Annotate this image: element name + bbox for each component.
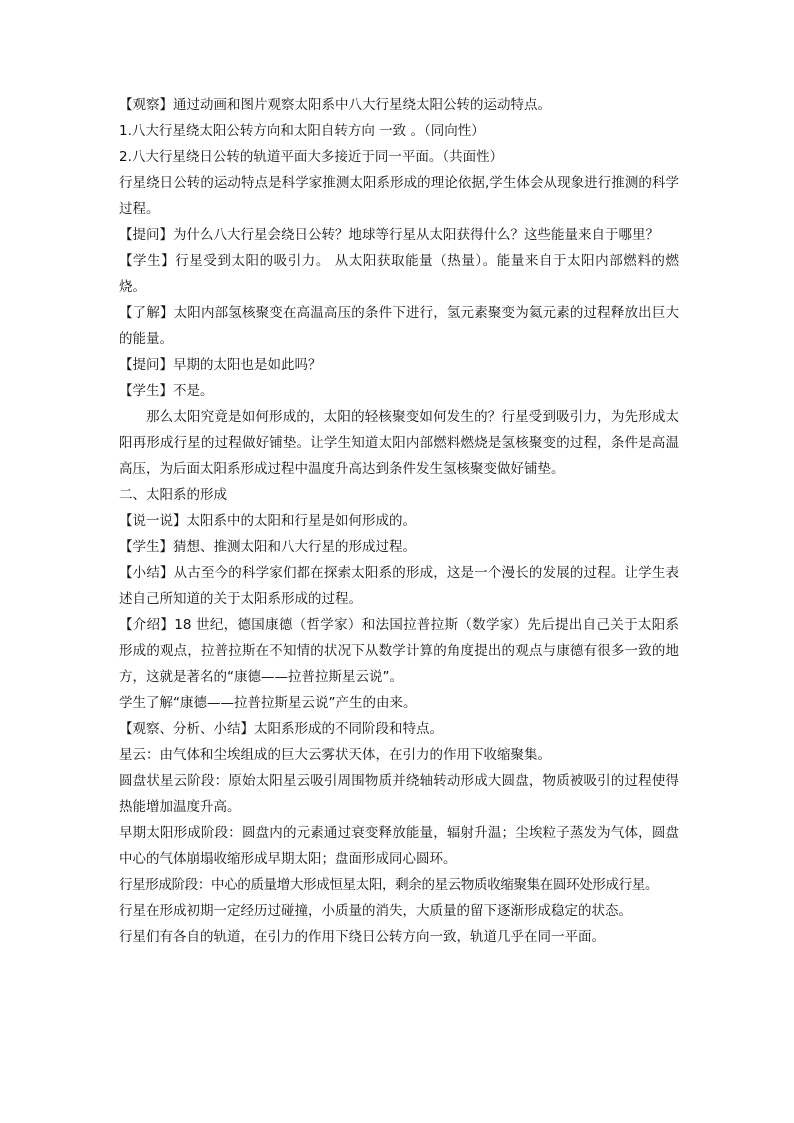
document-body [119,92,679,950]
coplanar-point: 2.八大行星绕日公转的轨道平面大多接近于同一平面。（共面性） [119,149,504,165]
analysis-heading-line: 【观察、分析、小结】太阳系形成的不同阶段和特点。 [119,721,443,737]
introduction-paragraph: 【介绍】18 世纪，德国康德（哲学家）和法国拉普拉斯（数学家）先后提出自己关于太阳系形成的观点，拉普拉斯在不知情的状况下从数学计算的角度提出的观点与康德有很多一致的地方，这就是著名的“康德——拉普拉斯星云说”。 [119,617,679,685]
student-answer-paragraph-2: 【学生】不是。 [119,383,214,399]
planet-formation-stage-line: 行星形成阶段：中心的质量增大形成恒星太阳，剩余的星云物质收缩聚集在圆环处形成行星。 [119,877,659,893]
same-direction-point: 1.八大行星绕太阳公转方向和太阳自转方向 一致 。（同向性） [119,123,485,139]
summary-paragraph: 【小结】从古至今的科学家们都在探索太阳系的形成，这是一个漫长的发展的过程。让学生表述自己所知道的关于太阳系形成的过程。 [119,565,679,607]
question-paragraph-1: 【提问】为什么八大行星会绕日公转？地球等行星从太阳获得什么？这些能量来自于哪里？ [119,227,659,243]
student-guess-line: 【学生】猜想、推测太阳和八大行星的形成过程。 [119,539,416,555]
discussion-prompt: 【说一说】太阳系中的太阳和行星是如何形成的。 [119,513,416,529]
student-answer-paragraph-1: 【学生】行星受到太阳的吸引力。 从太阳获取能量（热量）。能量来自于太阳内部燃料的燃烧。 [119,253,679,295]
section-heading-solar-system-formation: 二、太阳系的形成 [119,487,227,503]
planet-orbit-line: 行星们有各自的轨道，在引力的作用下绕日公转方向一致，轨道几乎在同一平面。 [119,929,605,945]
question-paragraph-2: 【提问】早期的太阳也是如此吗？ [119,357,322,373]
understand-paragraph: 【了解】太阳内部氢核聚变在高温高压的条件下进行，氢元素聚变为氦元素的过程释放出巨大的能量。 [119,305,679,347]
early-sun-stage-paragraph: 早期太阳形成阶段：圆盘内的元素通过衰变释放能量，辐射升温；尘埃粒子蒸发为气体，圆盘中心的气体崩塌收缩形成早期太阳；盘面形成同心圆环。 [119,825,679,867]
nebula-hypothesis-origin-line: 学生了解“康德——拉普拉斯星云说”产生的由来。 [119,695,417,711]
observe-heading-line: 【观察】通过动画和图片观察太阳系中八大行星绕太阳公转的运动特点。 [119,97,551,113]
motion-feature-paragraph: 行星绕日公转的运动特点是科学家推测太阳系形成的理论依据,学生体会从现象进行推测的科学过程。 [119,175,679,217]
disk-nebula-stage-paragraph: 圆盘状星云阶段：原始太阳星云吸引周围物质并绕轴转动形成大圆盘，物质被吸引的过程使得热能增加温度升高。 [119,773,679,815]
planet-collision-line: 行星在形成初期一定经历过碰撞，小质量的消失，大质量的留下逐渐形成稳定的状态。 [119,903,632,919]
transition-paragraph: 那么太阳究竟是如何形成的，太阳的轻核聚变如何发生的？行星受到吸引力，为先形成太阳再形成行星的过程做好铺垫。让学生知道太阳内部燃料燃烧是氢核聚变的过程，条件是高温高压，为后面太阳系形成过程中温度升高达到条件发生氢核聚变做好铺垫。 [119,409,679,477]
nebula-definition-line: 星云：由气体和尘埃组成的巨大云雾状天体，在引力的作用下收缩聚集。 [119,747,551,763]
